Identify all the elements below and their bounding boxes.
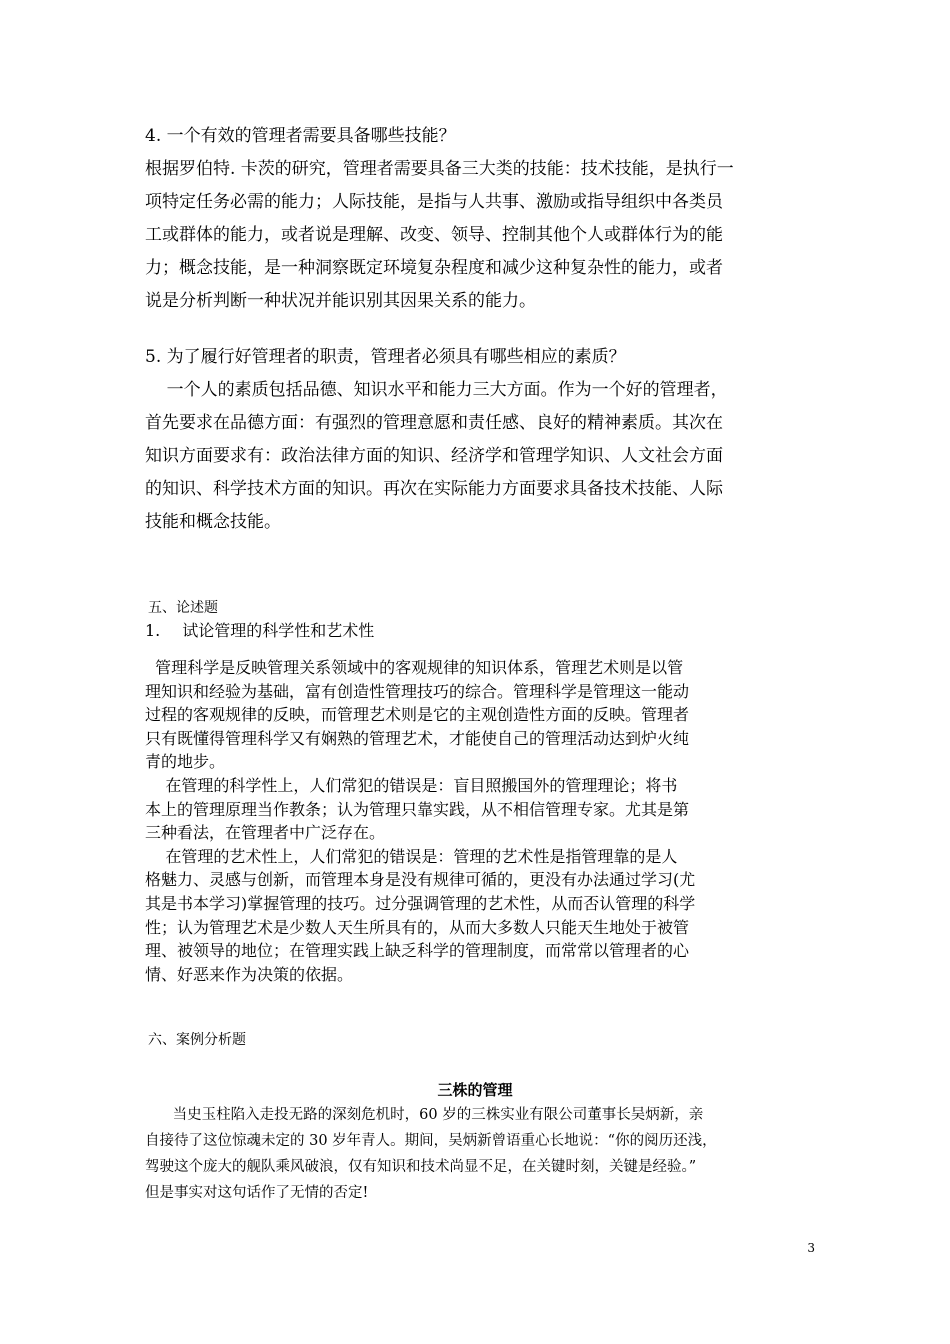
page-number: 3 (807, 1241, 815, 1255)
answer-line: 知识方面要求有：政治法律方面的知识、经济学和管理学知识、人文社会方面 (145, 446, 723, 466)
essay-line: 青的地步。 (145, 752, 226, 772)
question-4 (145, 120, 815, 318)
case-title: 三株的管理 (437, 1081, 513, 1099)
essay-line: 其是书本学习)掌握管理的技巧。过分强调管理的艺术性，从而否认管理的科学 (145, 893, 696, 913)
question-5 (145, 341, 815, 539)
answer-line: 的知识、科学技术方面的知识。再次在实际能力方面要求具备技术技能、人际 (145, 479, 723, 499)
answer-line: 项特定任务必需的能力；人际技能，是指与人共事、激励或指导组织中各类员 (145, 192, 723, 212)
answer-line: 根据罗伯特. 卡茨的研究，管理者需要具备三大类的技能：技术技能，是执行一 (145, 159, 734, 179)
essay-line: 只有既懂得管理科学又有娴熟的管理艺术，才能使自己的管理活动达到炉火纯 (145, 728, 690, 748)
essay-line: 理、被领导的地位；在管理实践上缺乏科学的管理制度，而常常以管理者的心 (145, 941, 690, 961)
essay-item-number: 1. (145, 621, 161, 640)
case-line: 自接待了这位惊魂未定的 30 岁年青人。期间，吴炳新曾语重心长地说：“你的阅历还浅， (145, 1133, 717, 1149)
essay-item-text: 试论管理的科学性和艺术性 (182, 621, 375, 640)
question-5-title: 5. 为了履行好管理者的职责，管理者必须具有哪些相应的素质？ (145, 347, 626, 367)
question-4-title: 4. 一个有效的管理者需要具备哪些技能？ (145, 126, 456, 146)
essay-line: 格魅力、灵感与创新，而管理本身是没有规律可循的，更没有办法通过学习(尤 (145, 870, 696, 890)
essay-line: 本上的管理原理当作教条；认为管理只靠实践，从不相信管理专家。尤其是第 (145, 799, 690, 819)
essay-line: 三种看法，在管理者中广泛存在。 (145, 823, 386, 843)
case-body (145, 1102, 815, 1206)
essay-line: 性；认为管理艺术是少数人天生所具有的，从而大多数人只能天生地处于被管 (145, 917, 690, 937)
answer-line: 说是分析判断一种状况并能识别其因果关系的能力。 (145, 291, 536, 311)
case-line: 驾驶这个庞大的舰队乘风破浪，仅有知识和技术尚显不足，在关键时刻，关键是经验。” (145, 1159, 697, 1175)
case-line: 当史玉柱陷入走投无路的深刻危机时，60 岁的三株实业有限公司董事长吴炳新，亲 (145, 1107, 704, 1123)
case-line: 但是事实对这句话作了无情的否定! (145, 1185, 369, 1201)
answer-line: 力；概念技能，是一种洞察既定环境复杂程度和减少这种复杂性的能力，或者 (145, 258, 723, 278)
essay-item-title (145, 620, 815, 642)
section-6-heading: 六、案例分析题 (148, 1032, 246, 1048)
answer-line: 工或群体的能力，或者说是理解、改变、领导、控制其他个人或群体行为的能 (145, 225, 723, 245)
essay-line: 在管理的艺术性上，人们常犯的错误是：管理的艺术性是指管理靠的是人 (145, 846, 678, 866)
essay-line: 情、好恶来作为决策的依据。 (145, 964, 354, 984)
essay-line: 在管理的科学性上，人们常犯的错误是：盲目照搬国外的管理理论；将书 (145, 775, 678, 795)
essay-body (145, 656, 815, 986)
essay-line: 管理科学是反映管理关系领域中的客观规律的知识体系，管理艺术则是以管 (145, 658, 684, 677)
essay-line: 过程的客观规律的反映，而管理艺术则是它的主观创造性方面的反映。管理者 (145, 705, 690, 725)
essay-line: 理知识和经验为基础，富有创造性管理技巧的综合。管理科学是管理这一能动 (145, 681, 690, 701)
answer-line: 技能和概念技能。 (145, 512, 281, 532)
section-5-heading: 五、论述题 (148, 600, 218, 616)
answer-line: 首先要求在品德方面：有强烈的管理意愿和责任感、良好的精神素质。其次在 (145, 413, 723, 433)
answer-line: 一个人的素质包括品德、知识水平和能力三大方面。作为一个好的管理者， (145, 380, 728, 400)
